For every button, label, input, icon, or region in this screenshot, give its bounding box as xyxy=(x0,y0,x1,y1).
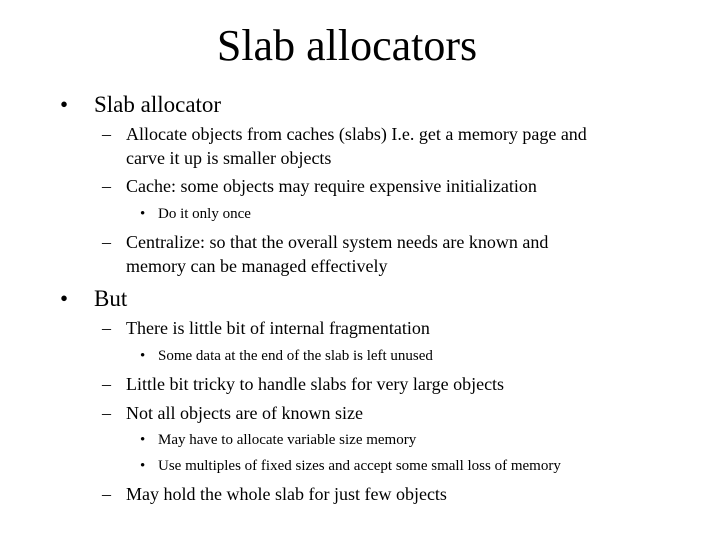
sub-bullet-tricky: Little bit tricky to handle slabs for very large objects xyxy=(126,374,505,394)
sub-sub-bullet-fixed-sizes: Use multiples of fixed sizes and accept some small loss of memory xyxy=(158,458,561,474)
sub-bullet-allocate-line-2: carve it up is smaller objects xyxy=(126,148,332,168)
sub-sub-bullet-variable-size: May have to allocate variable size memory xyxy=(158,432,417,448)
bullet-but: But xyxy=(94,286,128,311)
sub-bullet-known-size: Not all objects are of known size xyxy=(126,403,363,423)
sub-bullet-allocate-line-1: Allocate objects from caches (slabs) I.e. get a memory page and xyxy=(126,124,587,144)
bullet-slab-allocator: Slab allocator xyxy=(94,92,222,117)
dash-marker: – xyxy=(102,374,111,394)
sub-bullet-cache: Cache: some objects may require expensive initialization xyxy=(126,176,537,196)
sub-bullet-whole-slab: May hold the whole slab for just few objects xyxy=(126,484,447,504)
sub-sub-bullet-unused-data: Some data at the end of the slab is left unused xyxy=(158,348,433,364)
slide-title: Slab allocators xyxy=(216,21,478,70)
sub-bullet-centralize-line-1: Centralize: so that the overall system needs are known and xyxy=(126,232,549,252)
sub-sub-bullet-marker: • xyxy=(140,432,146,448)
sub-sub-bullet-marker: • xyxy=(140,458,146,474)
sub-sub-bullet-marker: • xyxy=(140,206,146,222)
bullet-marker: • xyxy=(60,286,69,311)
dash-marker: – xyxy=(102,318,111,338)
sub-bullet-centralize-line-2: memory can be managed effectively xyxy=(126,256,388,276)
sub-sub-bullet-marker: • xyxy=(140,348,146,364)
sub-sub-bullet-do-it-once: Do it only once xyxy=(158,206,251,222)
bullet-marker: • xyxy=(60,92,69,117)
sub-bullet-fragmentation: There is little bit of internal fragmentation xyxy=(126,318,430,338)
dash-marker: – xyxy=(102,176,111,196)
dash-marker: – xyxy=(102,403,111,423)
dash-marker: – xyxy=(102,232,111,252)
dash-marker: – xyxy=(102,484,111,504)
dash-marker: – xyxy=(102,124,111,144)
